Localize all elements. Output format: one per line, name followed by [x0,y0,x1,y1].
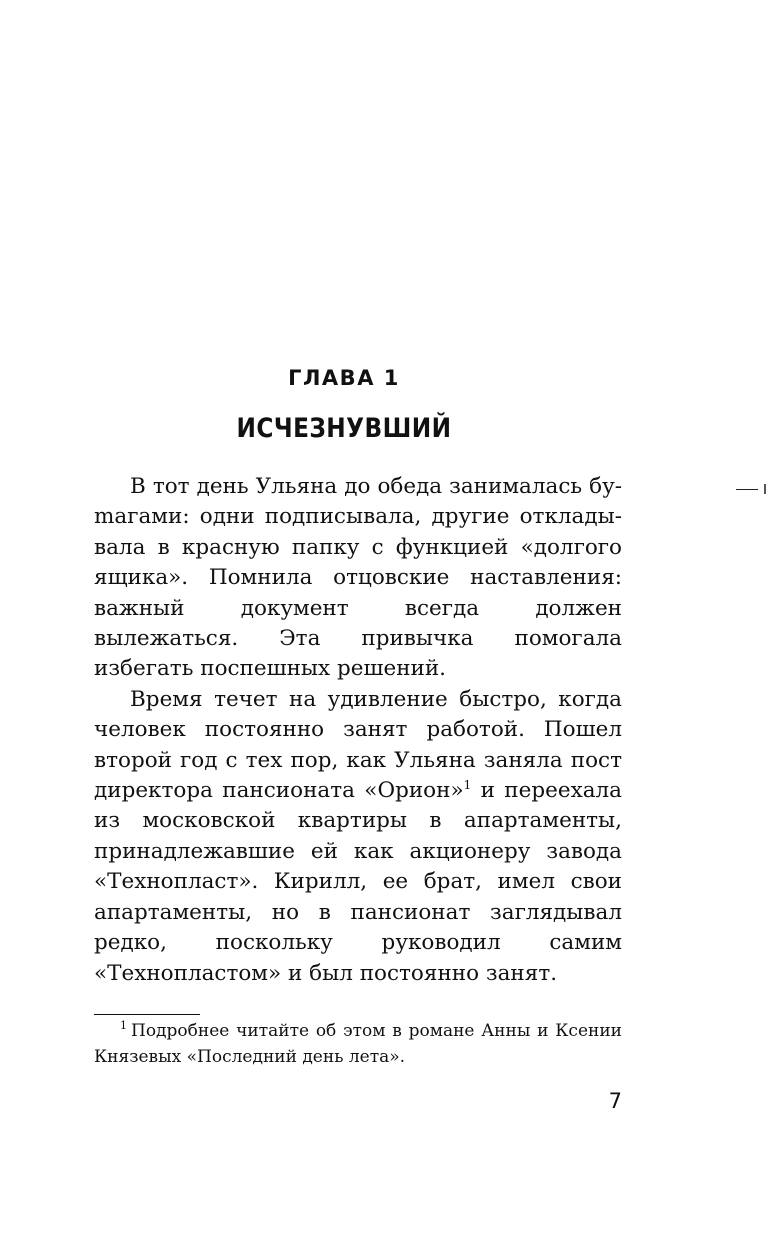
paragraph-1: В тот день Ульяна до обеда занималась буmагами: одни подписывала, другие откладывала в красную папку с функцией «долгого ящика». Помнила отцовские наставления: важный документ всегда должен вылежаться. Эта привычка помогала избегать поспешных решений. [94,474,622,682]
paragraph-2-part-2: и переехала из московской квартиры в апартаменты, принадлежавшие ей как акционеру завода «Технопласт». Кирилл, ее брат, имел свои апартаменты, но в пансионат заглядывал редко, поскольку руководил самим «Технопластом» и был постоянно занят. [94,778,622,986]
chapter-title: ИСЧЕЗНУВШИЙ [236,413,452,444]
footnote-reference[interactable]: 1 [463,777,472,792]
chapter-label: ГЛАВА 1 [288,366,400,390]
footnote [94,1019,622,1070]
paragraph-2 [94,685,622,989]
margin-edge-mark [764,484,766,494]
paragraph-2-part-1: Время течет на удивление быстро, когда человек постоянно занят работой. Пошел второй год с тех пор, как Ульяна заняла пост директора пансионата «Орион» [94,686,622,804]
page-number: 7 [608,1089,622,1113]
footnote-mark: 1 [120,1019,127,1033]
footnote-divider [94,1014,200,1015]
body-text [94,472,622,989]
footnote-text: Подробнее читайте об этом в романе Анны и Ксении Князевых «Последний день лета». [94,1021,622,1067]
margin-dash [736,489,758,490]
